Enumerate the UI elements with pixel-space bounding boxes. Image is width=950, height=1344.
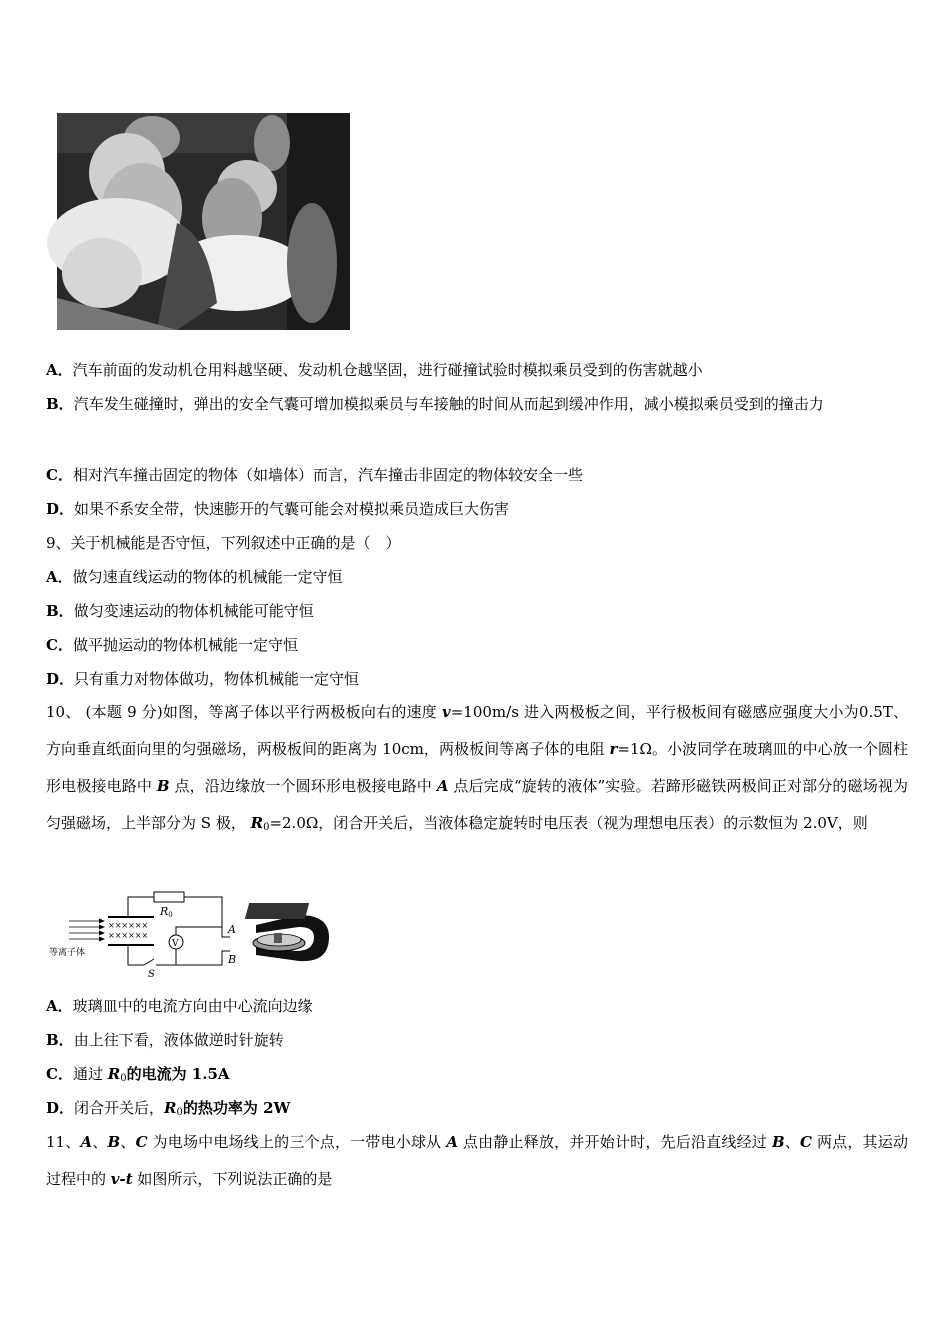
q8-option-d	[46, 499, 509, 519]
q8-option-c	[46, 465, 583, 485]
option-letter: B．	[46, 1031, 74, 1049]
text: 、	[120, 1133, 136, 1151]
option-letter: A．	[46, 568, 73, 586]
subscript: 0	[120, 1073, 127, 1084]
symbol-a: A	[80, 1133, 93, 1151]
magnet-top	[245, 903, 309, 919]
option-text: 相对汽车撞击固定的物体（如墙体）而言，汽车撞击非固定的物体较安全一些	[72, 466, 583, 484]
text: 点后完成“旋转的液体”实验。若蹄形磁铁两极间正对部分的磁场视为匀强磁场，上半部分为 S 极，	[46, 777, 908, 832]
option-text: 只有重力对物体做功，物体机械能一定守恒	[74, 670, 360, 688]
option-letter: D．	[46, 670, 75, 688]
option-letter: A．	[46, 997, 73, 1015]
point-a-label: A	[228, 923, 236, 936]
q10-option-a	[46, 996, 313, 1016]
q10-option-d	[46, 1098, 290, 1123]
text: =100m/s 进入两极板之间，平行极板间有磁感应强度大小为0.5T、方向垂直纸面向里的匀强磁场，两极板间的距离为 10cm，两极板间等离子体的电阻	[46, 703, 908, 758]
option-letter: D．	[46, 500, 75, 518]
text: 10、 (本题 9 分)如图，等离子体以平行两极板向右的速度	[46, 703, 443, 721]
option-text: 汽车前面的发动机仓用料越坚硬、发动机仓越坚固，进行碰撞试验时模拟乘员受到的伤害就越小	[72, 361, 703, 379]
q10-option-b	[46, 1030, 284, 1050]
text: 的热功率为 2W	[182, 1099, 291, 1117]
q9-stem: 9、关于机械能是否守恒，下列叙述中正确的是（ ）	[46, 534, 401, 552]
text: =1Ω。小波同学在玻璃皿的中心放一个圆柱形电极接电路中	[46, 740, 908, 795]
q9-option-d	[46, 669, 359, 689]
text: 为电场中电场线上的三个点，一带电小球从	[147, 1133, 447, 1151]
text: 闭合开关后，	[74, 1099, 165, 1117]
q8-option-a	[46, 360, 703, 380]
subscript: 0	[263, 822, 270, 833]
text: 、	[92, 1133, 108, 1151]
symbol-v: v	[442, 703, 451, 721]
option-text: 做匀速直线运动的物体的机械能一定守恒	[72, 568, 343, 586]
symbol-a: A	[446, 1133, 458, 1151]
option-text: 如果不系安全带，快速膨开的气囊可能会对模拟乘员造成巨大伤害	[74, 500, 510, 518]
subscript: 0	[176, 1107, 183, 1118]
text: 11、	[46, 1133, 81, 1151]
symbol-b: B	[107, 1133, 121, 1151]
option-letter: C．	[46, 636, 73, 654]
q8-option-b	[46, 386, 908, 423]
crash-test-photo	[57, 113, 350, 330]
symbol-b: B	[771, 1133, 785, 1151]
symbol-r0: R	[107, 1065, 121, 1083]
text: 通过	[72, 1065, 108, 1083]
option-letter: C．	[46, 1065, 73, 1083]
symbol-r0: R	[164, 1099, 177, 1117]
option-text: 玻璃皿中的电流方向由中心流向边缘	[72, 997, 313, 1015]
option-letter: D．	[46, 1099, 75, 1117]
option-text: 做平抛运动的物体机械能一定守恒	[72, 636, 298, 654]
field-crosses-bottom: ××××××	[108, 931, 149, 940]
arrow-heads	[99, 919, 105, 942]
symbol-a: A	[436, 777, 449, 795]
q9-option-c	[46, 635, 298, 655]
option-letter: B．	[46, 602, 74, 620]
r0-label: R0	[160, 905, 173, 919]
resistor-r0	[154, 892, 184, 902]
symbol-c: C	[135, 1133, 148, 1151]
voltmeter-label: V	[172, 939, 179, 949]
option-text: 由上往下看，液体做逆时针旋转	[73, 1031, 284, 1049]
text: 如图所示，下列说法正确的是	[132, 1170, 333, 1188]
q10-option-c	[46, 1064, 230, 1089]
text: 的电流为 1.5A	[126, 1065, 230, 1083]
circuit-diagram	[44, 885, 334, 980]
point-b-label: B	[228, 953, 237, 966]
symbol-c: C	[800, 1133, 812, 1151]
switch-label: S	[148, 969, 155, 980]
symbol-r: r	[609, 740, 618, 758]
q9-option-a	[46, 567, 343, 587]
option-text: 做匀变速运动的物体机械能可能守恒	[73, 602, 314, 620]
field-crosses-top: ××××××	[108, 921, 149, 930]
option-letter: C．	[46, 466, 73, 484]
option-letter: A．	[46, 361, 73, 379]
text: =2.0Ω，闭合开关后，当液体稳定旋转时电压表（视为理想电压表）的示数恒为 2.0V，则	[269, 814, 868, 832]
text: 两点，其运动过程中的	[46, 1133, 908, 1188]
symbol-b: B	[156, 777, 170, 795]
text: 、	[784, 1133, 801, 1151]
symbol-r0: R	[250, 814, 264, 832]
option-text: 汽车发生碰撞时，弹出的安全气囊可增加模拟乘员与车接触的时间从而起到缓冲作用，减小模拟乘员受到的撞击力	[73, 395, 824, 413]
center-electrode	[274, 933, 282, 943]
text: 点由静止释放，并开始计时，先后沿直线经过	[457, 1133, 772, 1151]
plasma-arrows	[69, 921, 99, 939]
symbol-vt: v-t	[110, 1170, 133, 1188]
q11-stem	[46, 1124, 908, 1198]
q10-stem	[46, 694, 908, 846]
text: 点，沿边缘放一个圆环形电极接电路中	[169, 777, 437, 795]
plasma-label: 等离子体	[49, 948, 86, 958]
option-letter: B．	[46, 395, 74, 413]
q9-option-b	[46, 601, 314, 621]
switch	[144, 959, 154, 965]
